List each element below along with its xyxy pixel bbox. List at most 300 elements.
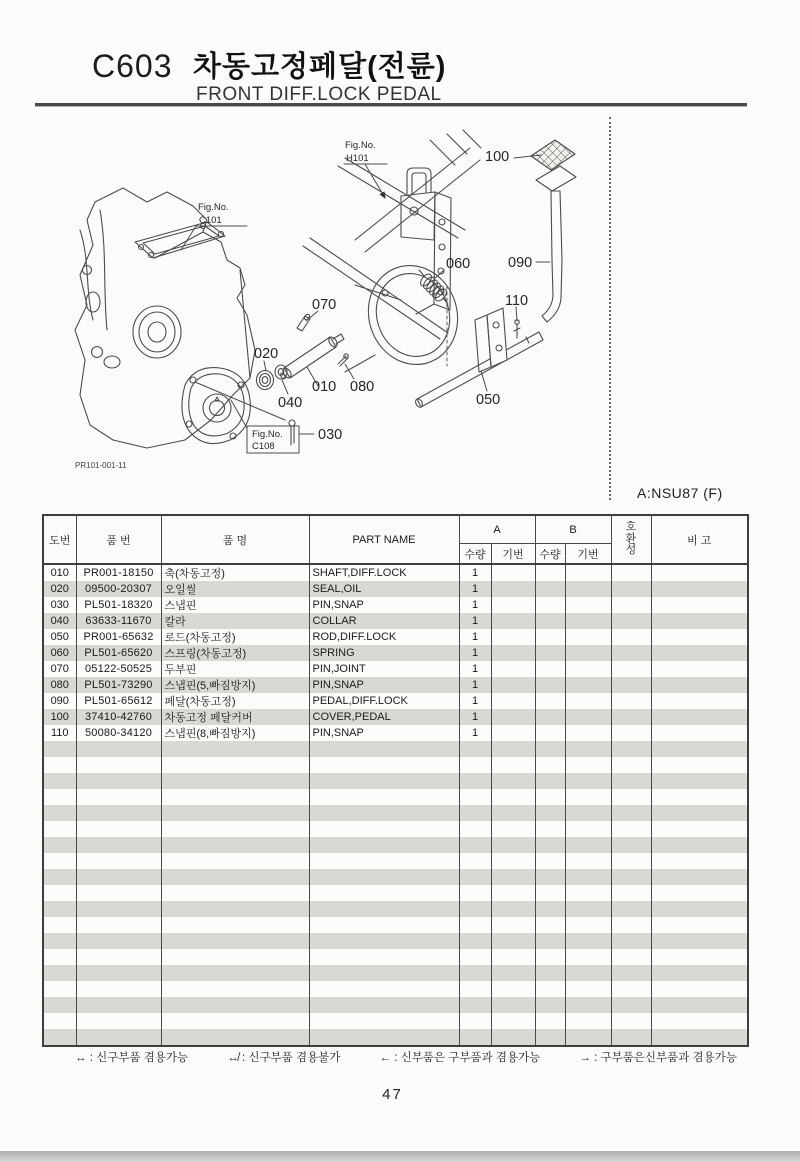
cell-part_no bbox=[76, 773, 161, 789]
parts-table-body bbox=[43, 564, 748, 1046]
cell-part_name bbox=[309, 805, 459, 821]
cell-part_name bbox=[309, 757, 459, 773]
cell-qty_a: 1 bbox=[459, 613, 491, 629]
cell-remarks bbox=[651, 693, 748, 709]
empty-row bbox=[43, 965, 748, 981]
cell-remarks bbox=[651, 949, 748, 965]
cell-name_ko: 두부핀 bbox=[161, 661, 309, 677]
cell-qty_a: 1 bbox=[459, 564, 491, 581]
cell-part_name: PEDAL,DIFF.LOCK bbox=[309, 693, 459, 709]
cell-qty_b bbox=[535, 629, 565, 645]
cell-part_no bbox=[76, 757, 161, 773]
cell-name_ko: 차동고정 페달커버 bbox=[161, 709, 309, 725]
table-row bbox=[43, 581, 748, 597]
cell-qty_a: 1 bbox=[459, 597, 491, 613]
cell-name_ko bbox=[161, 1029, 309, 1046]
cell-part_name bbox=[309, 1013, 459, 1029]
cell-serial_b bbox=[565, 805, 611, 821]
cell-part_no bbox=[76, 949, 161, 965]
cell-compat bbox=[611, 693, 651, 709]
cell-serial_a bbox=[491, 933, 535, 949]
legend-item: → : 구부품은신부품과 겸용가능 bbox=[579, 1052, 737, 1064]
cell-remarks bbox=[651, 837, 748, 853]
empty-row bbox=[43, 853, 748, 869]
cell-name_ko bbox=[161, 965, 309, 981]
cell-remarks bbox=[651, 821, 748, 837]
cell-serial_a bbox=[491, 564, 535, 581]
cell-serial_b bbox=[565, 757, 611, 773]
empty-row bbox=[43, 1029, 748, 1046]
cell-serial_b bbox=[565, 981, 611, 997]
table-row bbox=[43, 629, 748, 645]
cell-serial_b bbox=[565, 949, 611, 965]
cell-index bbox=[43, 741, 76, 757]
cell-index bbox=[43, 997, 76, 1013]
empty-row bbox=[43, 949, 748, 965]
scan-edge-artifact bbox=[0, 1151, 800, 1162]
cell-name_ko bbox=[161, 981, 309, 997]
page-number: 47 bbox=[382, 1086, 403, 1103]
mount-bracket bbox=[475, 308, 507, 372]
cell-qty_b bbox=[535, 997, 565, 1013]
callout-070: 070 bbox=[312, 297, 337, 313]
cell-compat bbox=[611, 885, 651, 901]
cell-qty_a bbox=[459, 1013, 491, 1029]
cell-part_no bbox=[76, 789, 161, 805]
cell-compat bbox=[611, 949, 651, 965]
cell-serial_a bbox=[491, 677, 535, 693]
cell-qty_a bbox=[459, 773, 491, 789]
cell-name_ko: 스냅핀(8,빠짐방지) bbox=[161, 725, 309, 741]
cell-compat bbox=[611, 645, 651, 661]
cell-qty_a: 1 bbox=[459, 693, 491, 709]
cell-index bbox=[43, 821, 76, 837]
cell-serial_b bbox=[565, 901, 611, 917]
cell-index bbox=[43, 885, 76, 901]
cell-index bbox=[43, 1013, 76, 1029]
table-row bbox=[43, 645, 748, 661]
col-header-qty-b: 수량 bbox=[535, 544, 565, 565]
cell-compat bbox=[611, 773, 651, 789]
cell-qty_a bbox=[459, 869, 491, 885]
cell-index: 040 bbox=[43, 613, 76, 629]
empty-row bbox=[43, 805, 748, 821]
cell-serial_b bbox=[565, 645, 611, 661]
oil-seal bbox=[257, 371, 274, 390]
cell-index: 070 bbox=[43, 661, 76, 677]
cell-compat bbox=[611, 981, 651, 997]
cell-index bbox=[43, 965, 76, 981]
cell-remarks bbox=[651, 629, 748, 645]
callout-110: 110 bbox=[505, 293, 529, 309]
cell-compat bbox=[611, 837, 651, 853]
cell-qty_b bbox=[535, 661, 565, 677]
empty-row bbox=[43, 901, 748, 917]
empty-row bbox=[43, 917, 748, 933]
cell-index: 100 bbox=[43, 709, 76, 725]
cell-qty_b bbox=[535, 613, 565, 629]
cell-index bbox=[43, 837, 76, 853]
empty-row bbox=[43, 933, 748, 949]
cell-compat bbox=[611, 869, 651, 885]
cell-qty_a bbox=[459, 853, 491, 869]
empty-row bbox=[43, 773, 748, 789]
table-row bbox=[43, 693, 748, 709]
cell-serial_a bbox=[491, 645, 535, 661]
cell-name_ko bbox=[161, 949, 309, 965]
cell-qty_a: 1 bbox=[459, 661, 491, 677]
callout-090: 090 bbox=[508, 255, 533, 271]
cell-name_ko: 칼라 bbox=[161, 613, 309, 629]
cell-part_name: PIN,SNAP bbox=[309, 677, 459, 693]
cell-qty_b bbox=[535, 789, 565, 805]
cell-compat bbox=[611, 917, 651, 933]
cell-part_name: SPRING bbox=[309, 645, 459, 661]
compat-vertical-label: 호환성 bbox=[625, 521, 637, 557]
cell-qty_a bbox=[459, 997, 491, 1013]
cell-part_no: PR001-65632 bbox=[76, 629, 161, 645]
cell-part_no bbox=[76, 805, 161, 821]
table-row bbox=[43, 661, 748, 677]
cell-qty_b bbox=[535, 917, 565, 933]
empty-row bbox=[43, 821, 748, 837]
col-header-compat bbox=[611, 515, 651, 564]
col-header-qty-a: 수량 bbox=[459, 544, 491, 565]
pedal-arm-loop bbox=[345, 254, 470, 376]
cell-index: 060 bbox=[43, 645, 76, 661]
legend-item: ↮ : 신구부품 겸용불가 bbox=[227, 1052, 341, 1064]
cell-remarks bbox=[651, 741, 748, 757]
cell-compat bbox=[611, 901, 651, 917]
cell-remarks bbox=[651, 885, 748, 901]
cell-serial_b bbox=[565, 885, 611, 901]
cell-qty_b bbox=[535, 725, 565, 741]
cell-remarks bbox=[651, 564, 748, 581]
cell-compat bbox=[611, 821, 651, 837]
cell-name_ko bbox=[161, 837, 309, 853]
section-code: C603 bbox=[92, 48, 173, 84]
cell-part_no bbox=[76, 853, 161, 869]
cell-serial_a bbox=[491, 613, 535, 629]
cell-serial_a bbox=[491, 741, 535, 757]
cell-part_name bbox=[309, 869, 459, 885]
cell-part_name bbox=[309, 981, 459, 997]
cell-part_name bbox=[309, 1029, 459, 1046]
col-header-name-ko: 품 명 bbox=[161, 515, 309, 564]
cell-qty_a bbox=[459, 901, 491, 917]
cell-name_ko bbox=[161, 1013, 309, 1029]
cell-index bbox=[43, 949, 76, 965]
cell-qty_b bbox=[535, 933, 565, 949]
cell-remarks bbox=[651, 645, 748, 661]
cell-qty_b bbox=[535, 901, 565, 917]
cell-name_ko bbox=[161, 757, 309, 773]
cell-remarks bbox=[651, 597, 748, 613]
callout-050: 050 bbox=[476, 392, 501, 408]
cell-qty_a bbox=[459, 981, 491, 997]
cell-compat bbox=[611, 1013, 651, 1029]
exploded-diagram bbox=[35, 110, 610, 505]
cell-serial_a bbox=[491, 789, 535, 805]
cell-qty_b bbox=[535, 1029, 565, 1046]
callout-080: 080 bbox=[350, 379, 375, 395]
diagram-divider bbox=[609, 117, 611, 500]
cell-serial_b bbox=[565, 869, 611, 885]
callout-040: 040 bbox=[278, 395, 303, 411]
cell-serial_a bbox=[491, 949, 535, 965]
cell-name_ko bbox=[161, 789, 309, 805]
cell-serial_a bbox=[491, 837, 535, 853]
empty-row bbox=[43, 997, 748, 1013]
cell-part_no: 50080-34120 bbox=[76, 725, 161, 741]
cell-part_no: PL501-18320 bbox=[76, 597, 161, 613]
col-header-part-no: 품 번 bbox=[76, 515, 161, 564]
col-header-group-a: A bbox=[459, 515, 535, 544]
cell-compat bbox=[611, 677, 651, 693]
cell-part_no bbox=[76, 1029, 161, 1046]
cell-qty_a bbox=[459, 965, 491, 981]
cell-name_ko bbox=[161, 741, 309, 757]
table-row bbox=[43, 613, 748, 629]
col-header-remarks: 비 고 bbox=[651, 515, 748, 564]
cell-part_name: ROD,DIFF.LOCK bbox=[309, 629, 459, 645]
cell-serial_b bbox=[565, 965, 611, 981]
fig-ref-c101-prefix: Fig.No. bbox=[198, 202, 229, 213]
cell-serial_b bbox=[565, 709, 611, 725]
cell-compat bbox=[611, 613, 651, 629]
cell-compat bbox=[611, 853, 651, 869]
cell-remarks bbox=[651, 981, 748, 997]
cell-part_no bbox=[76, 917, 161, 933]
cell-remarks bbox=[651, 773, 748, 789]
cell-index bbox=[43, 757, 76, 773]
cell-name_ko: 스프링(차동고정) bbox=[161, 645, 309, 661]
cell-qty_a bbox=[459, 885, 491, 901]
cell-serial_b bbox=[565, 837, 611, 853]
cell-name_ko bbox=[161, 901, 309, 917]
cell-serial_a bbox=[491, 693, 535, 709]
cell-serial_b bbox=[565, 1029, 611, 1046]
cell-name_ko bbox=[161, 869, 309, 885]
cell-serial_a bbox=[491, 581, 535, 597]
cell-qty_a bbox=[459, 789, 491, 805]
cell-qty_a bbox=[459, 917, 491, 933]
cell-qty_a: 1 bbox=[459, 709, 491, 725]
cell-qty_b bbox=[535, 869, 565, 885]
cell-index: 090 bbox=[43, 693, 76, 709]
cell-remarks bbox=[651, 869, 748, 885]
cell-qty_a bbox=[459, 1029, 491, 1046]
cell-serial_a bbox=[491, 597, 535, 613]
cell-qty_b bbox=[535, 645, 565, 661]
cell-serial_a bbox=[491, 981, 535, 997]
cell-part_name bbox=[309, 917, 459, 933]
cell-qty_a bbox=[459, 837, 491, 853]
cell-part_no bbox=[76, 981, 161, 997]
cell-serial_a bbox=[491, 885, 535, 901]
cell-part_name bbox=[309, 901, 459, 917]
cell-qty_b bbox=[535, 581, 565, 597]
cell-compat bbox=[611, 965, 651, 981]
cell-index: 050 bbox=[43, 629, 76, 645]
cell-qty_b bbox=[535, 805, 565, 821]
cell-serial_b bbox=[565, 629, 611, 645]
cell-index bbox=[43, 1029, 76, 1046]
cell-index: 030 bbox=[43, 597, 76, 613]
col-header-index: 도번 bbox=[43, 515, 76, 564]
parts-table bbox=[42, 514, 749, 1047]
cell-serial_b bbox=[565, 933, 611, 949]
cell-qty_a bbox=[459, 933, 491, 949]
cell-index bbox=[43, 981, 76, 997]
cell-index: 080 bbox=[43, 677, 76, 693]
cell-remarks bbox=[651, 709, 748, 725]
table-row bbox=[43, 725, 748, 741]
cell-remarks bbox=[651, 1029, 748, 1046]
legend-item: ↔ : 신구부품 겸용가능 bbox=[75, 1052, 189, 1064]
cell-serial_b bbox=[565, 741, 611, 757]
cell-part_no: 09500-20307 bbox=[76, 581, 161, 597]
snap-pin-030 bbox=[289, 420, 295, 445]
cell-serial_b bbox=[565, 564, 611, 581]
cell-serial_b bbox=[565, 789, 611, 805]
cell-part_no bbox=[76, 901, 161, 917]
cell-serial_a bbox=[491, 869, 535, 885]
cell-qty_a: 1 bbox=[459, 581, 491, 597]
empty-row bbox=[43, 741, 748, 757]
cell-part_name bbox=[309, 933, 459, 949]
cell-part_name: PIN,JOINT bbox=[309, 661, 459, 677]
cell-serial_b bbox=[565, 613, 611, 629]
callout-060: 060 bbox=[446, 256, 471, 272]
cell-part_no: PR001-18150 bbox=[76, 564, 161, 581]
cell-name_ko: 축(차동고정) bbox=[161, 564, 309, 581]
cell-part_name: SHAFT,DIFF.LOCK bbox=[309, 564, 459, 581]
cell-serial_b bbox=[565, 581, 611, 597]
cell-part_name bbox=[309, 997, 459, 1013]
cell-remarks bbox=[651, 1013, 748, 1029]
cell-compat bbox=[611, 933, 651, 949]
cell-qty_b bbox=[535, 1013, 565, 1029]
cell-index bbox=[43, 933, 76, 949]
cell-remarks bbox=[651, 901, 748, 917]
cell-name_ko bbox=[161, 853, 309, 869]
cell-remarks bbox=[651, 581, 748, 597]
cell-qty_b bbox=[535, 773, 565, 789]
cell-compat bbox=[611, 709, 651, 725]
cell-compat bbox=[611, 741, 651, 757]
cell-serial_a bbox=[491, 1029, 535, 1046]
cell-part_no: 37410-42760 bbox=[76, 709, 161, 725]
cell-part_name bbox=[309, 821, 459, 837]
cell-serial_a bbox=[491, 629, 535, 645]
page-title-korean: 차동고정페달(전륜) bbox=[193, 51, 447, 83]
cell-qty_b bbox=[535, 757, 565, 773]
cell-part_no bbox=[76, 965, 161, 981]
cell-part_no bbox=[76, 741, 161, 757]
cell-serial_a bbox=[491, 773, 535, 789]
fig-ref-c108: C108 bbox=[252, 441, 275, 452]
cell-part_no: PL501-65612 bbox=[76, 693, 161, 709]
cell-compat bbox=[611, 597, 651, 613]
cell-name_ko: 스냅핀(5,빠짐방지) bbox=[161, 677, 309, 693]
cell-name_ko: 스냅핀 bbox=[161, 597, 309, 613]
cell-part_name bbox=[309, 773, 459, 789]
cell-name_ko bbox=[161, 805, 309, 821]
cell-serial_a bbox=[491, 965, 535, 981]
col-header-group-b: B bbox=[535, 515, 611, 544]
cell-serial_b bbox=[565, 773, 611, 789]
fig-ref-c108-prefix: Fig.No. bbox=[252, 429, 283, 440]
col-header-serial-b: 기번 bbox=[565, 544, 611, 565]
cell-serial_a bbox=[491, 821, 535, 837]
cell-qty_b bbox=[535, 885, 565, 901]
cell-serial_b bbox=[565, 677, 611, 693]
cell-compat bbox=[611, 997, 651, 1013]
cell-qty_b bbox=[535, 709, 565, 725]
callout-100: 100 bbox=[485, 149, 510, 165]
cell-remarks bbox=[651, 997, 748, 1013]
empty-row bbox=[43, 885, 748, 901]
cell-name_ko bbox=[161, 773, 309, 789]
cell-serial_b bbox=[565, 597, 611, 613]
empty-row bbox=[43, 789, 748, 805]
cell-serial_a bbox=[491, 725, 535, 741]
cell-qty_a bbox=[459, 757, 491, 773]
cell-name_ko bbox=[161, 821, 309, 837]
cell-remarks bbox=[651, 677, 748, 693]
col-header-part-name: PART NAME bbox=[309, 515, 459, 564]
empty-row bbox=[43, 757, 748, 773]
cell-serial_b bbox=[565, 1013, 611, 1029]
cell-name_ko: 로드(차동고정) bbox=[161, 629, 309, 645]
cell-qty_b bbox=[535, 741, 565, 757]
cell-name_ko bbox=[161, 885, 309, 901]
snap-pin-110 bbox=[514, 320, 520, 338]
table-row bbox=[43, 677, 748, 693]
cell-name_ko bbox=[161, 917, 309, 933]
cell-index bbox=[43, 773, 76, 789]
cell-remarks bbox=[651, 789, 748, 805]
cell-qty_b bbox=[535, 693, 565, 709]
cell-remarks bbox=[651, 965, 748, 981]
cell-part_name: COLLAR bbox=[309, 613, 459, 629]
cell-index bbox=[43, 789, 76, 805]
callout-010: 010 bbox=[312, 379, 337, 395]
cell-qty_b bbox=[535, 853, 565, 869]
cell-remarks bbox=[651, 917, 748, 933]
cell-index bbox=[43, 901, 76, 917]
callout-030: 030 bbox=[318, 427, 343, 443]
cell-serial_a bbox=[491, 1013, 535, 1029]
cell-qty_a: 1 bbox=[459, 629, 491, 645]
cell-part_name bbox=[309, 837, 459, 853]
cell-qty_a bbox=[459, 821, 491, 837]
cell-serial_b bbox=[565, 693, 611, 709]
page-title-english: FRONT DIFF.LOCK PEDAL bbox=[196, 84, 442, 105]
cell-name_ko: 오일씰 bbox=[161, 581, 309, 597]
cell-part_no bbox=[76, 885, 161, 901]
cell-compat bbox=[611, 581, 651, 597]
snap-pin-080 bbox=[338, 354, 348, 366]
cell-name_ko: 페달(차동고정) bbox=[161, 693, 309, 709]
cell-compat bbox=[611, 661, 651, 677]
empty-row bbox=[43, 981, 748, 997]
cell-serial_b bbox=[565, 917, 611, 933]
cell-remarks bbox=[651, 725, 748, 741]
col-header-serial-a: 기번 bbox=[491, 544, 535, 565]
diff-lock-shaft bbox=[280, 334, 344, 380]
